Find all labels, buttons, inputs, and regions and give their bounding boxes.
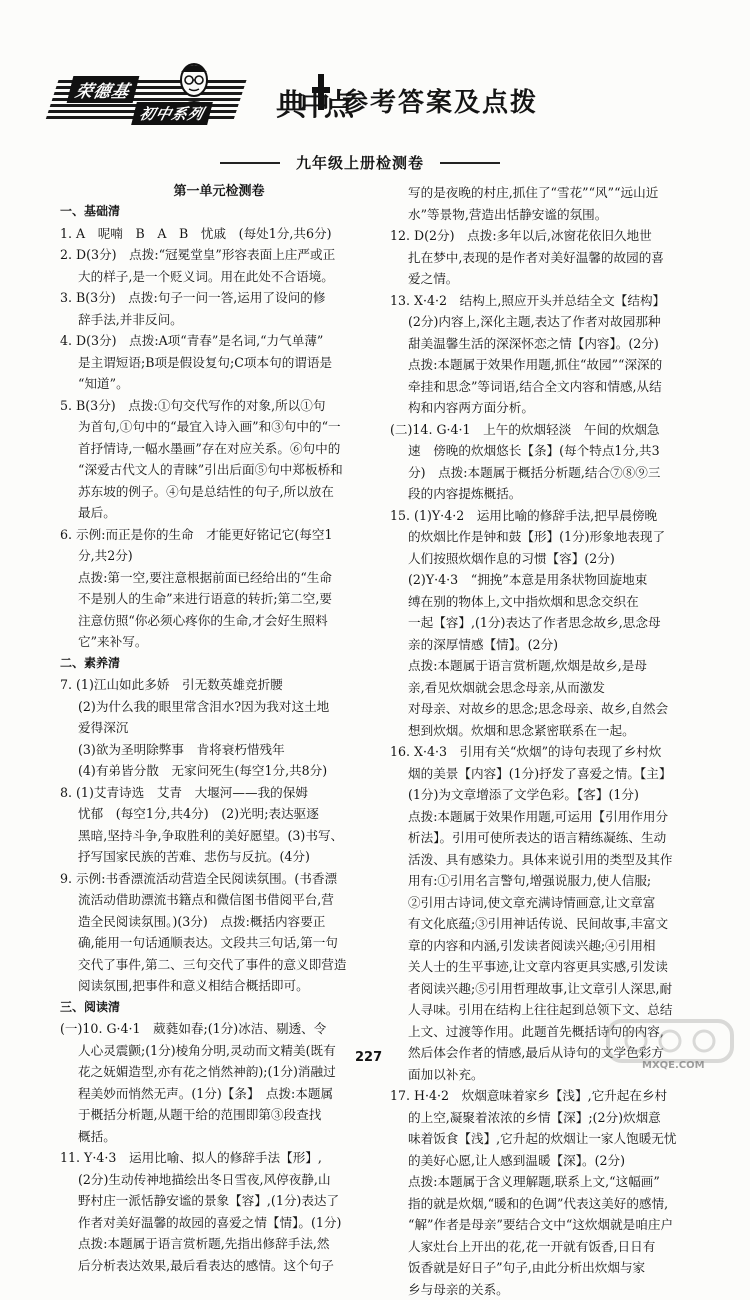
answer-line: 确,能用一句话通顺表达。文段共三句话,第一句 [60,932,378,954]
answer-line: 9. 示例:书香漂流活动营造全民阅读氛围。(书香漂 [60,868,378,890]
answer-line: 11. Y·4·3 运用比喻、拟人的修辞手法【形】, [60,1147,378,1169]
answer-line: (1分)为文章增添了文学色彩。【客】(1分) [390,784,708,806]
answer-line: 忧郁 (每空1分,共4分) (2)光明;表达驱逐 [60,803,378,825]
answer-line: 的炊烟比作是钟和鼓【形】(1分)形象地表现了 [390,526,708,548]
answer-line: 2. D(3分) 点拨:“冠冕堂皇”形容表面上庄严或正 [60,244,378,266]
logo-brand-text: 荣德基 [67,76,140,103]
answer-line: 花之妩媚造型,亦有花之悄然神韵);(1分)消融过 [60,1061,378,1083]
answer-line: (二)14. G·4·1 上午的炊烟轻淡 午间的炊烟急 [390,419,708,441]
answer-line: 上文、过渡等作用。此题首先概括诗句的内容, [390,1021,708,1043]
answer-line: 点拨:本题属于效果作用题,可运用【引用作用分 [390,806,708,828]
answer-line: 写的是夜晚的村庄,抓住了“雪花”“风”“远山近 [390,182,708,204]
answer-line: (2)为什么我的眼里常含泪水?因为我对这土地 [60,696,378,718]
answer-line: (一)10. G·4·1 葳蕤如春;(1分)冰洁、剔透、令 [60,1018,378,1040]
answer-line: 它”来补写。 [60,631,378,653]
answer-line: 17. H·4·2 炊烟意味着家乡【浅】,它升起在乡村 [390,1085,708,1107]
answer-line: 概括。 [60,1126,378,1148]
right-column [390,182,708,1300]
page-title: 参考答案及点拨 [342,82,538,119]
answer-line: 最后。 [60,502,378,524]
answer-line: 点拨:本题属于语言赏析题,炊烟是故乡,是母 [390,655,708,677]
answer-line: 分) 点拨:本题属于概括分析题,结合⑦⑧⑨三 [390,462,708,484]
answer-line: 面加以补充。 [390,1064,708,1086]
answer-line: 野村庄一派恬静安谧的景象【容】,(1分)表达了 [60,1190,378,1212]
answer-line: 13. X·4·2 结构上,照应开头并总结全文【结构】 [390,290,708,312]
answer-line: 味着饭食【浅】,它升起的炊烟让一家人饱暖无忧 [390,1128,708,1150]
answer-line: 作者对美好温馨的故园的喜爱之情【情】。(1分) [60,1212,378,1234]
answer-line: 乡与母亲的关系。 [390,1279,708,1300]
answer-line: 烟的美景【内容】(1分)抒发了喜爱之情。【主】 [390,763,708,785]
answer-line: 用有:①引用名言警句,增强说服力,使人信服; [390,870,708,892]
answer-line: 想到炊烟。炊烟和思念紧密联系在一起。 [390,720,708,742]
answer-line: (2)Y·4·3 “拥挽”本意是用条状物回旋地束 [390,569,708,591]
answer-line: 造全民阅读氛围。)(3分) 点拨:概括内容要正 [60,911,378,933]
answer-line: 后分析表达效果,最后看表达的感情。这个句子 [60,1255,378,1277]
author-portrait-icon [170,58,218,108]
answer-line: 缚在别的物体上,文中指炊烟和思念交织在 [390,591,708,613]
answer-line: (4)有弟皆分散 无家问死生(每空1分,共8分) [60,760,378,782]
answer-line: 关人士的生平事迹,让文章内容更具实感,引发读 [390,956,708,978]
answer-line: 人心灵震颤;(1分)棱角分明,灵动而文精美(既有 [60,1040,378,1062]
answer-line: 饭香就是好日子”句子,由此分析出炊烟与家 [390,1257,708,1279]
section-heading-line: 二、素养清 [60,653,378,675]
section-heading-line: 三、阅读清 [60,997,378,1019]
answer-line: 牵挂和思念”等词语,结合全文内容和情感,从结 [390,376,708,398]
answer-line: 速 傍晚的炊烟悠长【条】(每个特点1分,共3 [390,440,708,462]
answer-line: 流活动借助漂流书籍点和微信图书借阅平台,营 [60,889,378,911]
answer-line: 亲的深厚情感【情】。(2分) [390,634,708,656]
answer-line: 水”等景物,营造出恬静安谧的氛围。 [390,204,708,226]
answer-line: 于概括分析题,从题干给的范围即第③段查找 [60,1104,378,1126]
section-heading [220,152,500,174]
answer-line: 程美妙而悄然无声。(1分)【条】 点拨:本题属 [60,1083,378,1105]
answer-line: 有文化底蕴;③引用神话传说、民间故事,丰富文 [390,913,708,935]
answer-line: 对母亲、对故乡的思念;思念母亲、故乡,自然会 [390,698,708,720]
answer-line: 1. A 呢喃 B A B 忧戚 (每处1分,共6分) [60,223,378,245]
answer-line: 人家灶台上开出的花,花一开就有饭香,日日有 [390,1236,708,1258]
answer-line: “深爱古代文人的青睐”引出后面⑤句中郑板桥和 [60,459,378,481]
answer-line: 章的内容和内涵,引发读者阅读兴趣;④引用相 [390,935,708,957]
answer-line: “知道”。 [60,373,378,395]
answer-line: 扎在梦中,表现的是作者对美好温馨的故园的喜 [390,247,708,269]
answer-line: 分,共2分) [60,545,378,567]
answer-line: 6. 示例:而正是你的生命 才能更好铭记它(每空1 [60,524,378,546]
answer-line: 交代了事件,第二、三句交代了事件的意义即营造 [60,954,378,976]
series-logo [52,58,240,128]
unit-title: 第一单元检测卷 [60,180,378,199]
answer-line: 16. X·4·3 引用有关“炊烟”的诗句表现了乡村炊 [390,741,708,763]
brand-mark: 典中点 [276,80,348,124]
answer-line: 的上空,凝聚着浓浓的乡情【深】;(2分)炊烟意 [390,1107,708,1129]
watermark-text: MXQE.COM [642,1060,705,1071]
answer-line: 点拨:本题属于含义理解题,联系上文,“这幅画” [390,1171,708,1193]
answer-line: 点拨:第一空,要注意根据前面已经给出的“生命 [60,567,378,589]
answer-line: 15. (1)Y·4·2 运用比喻的修辞手法,把早晨傍晚 [390,505,708,527]
answer-line: 爱得深沉 [60,717,378,739]
answer-line: (3)欲为圣明除弊事 肯将衰朽惜残年 [60,739,378,761]
answer-line: 不是别人的生命”来进行语意的转折;第二空,要 [60,588,378,610]
answer-line: 人寻味。引用在结构上往往起到总领下文、总结 [390,999,708,1021]
answer-line: “解”作者是母亲”要结合文中“这炊烟就是咱庄户 [390,1214,708,1236]
answer-line: 析法】。引用可使所表达的语言精练凝练、生动 [390,827,708,849]
answer-line: (2分)内容上,深化主题,表达了作者对故园那种 [390,311,708,333]
answer-line: 3. B(3分) 点拨:句子一问一答,运用了设问的修 [60,287,378,309]
answer-line: 黑暗,坚持斗争,争取胜利的美好愿望。(3)书写、 [60,825,378,847]
answer-line: 者阅读兴趣;⑤引用哲理故事,让文章引人深思,耐 [390,978,708,1000]
page-number: 227 [355,1050,382,1065]
answer-line: 段的内容提炼概括。 [390,483,708,505]
answer-line: 大的样子,是一个贬义词。用在此处不合语境。 [60,266,378,288]
answer-line: (2分)生动传神地描绘出冬日雪夜,风停夜静,山 [60,1169,378,1191]
answer-line: 活泼、具有感染力。具体来说引用的类型及其作 [390,849,708,871]
answer-line: 12. D(2分) 点拨:多年以后,冰窗花依旧久地世 [390,225,708,247]
answer-line: 首抒情诗,一幅水墨画”存在对应关系。⑥句中的 [60,438,378,460]
answer-line: 亲,看见炊烟就会思念母亲,从而激发 [390,677,708,699]
answer-line: 抒写国家民族的苦难、悲伤与反抗。(4分) [60,846,378,868]
answer-line: 5. B(3分) 点拨:①句交代写作的对象,所以①句 [60,395,378,417]
answer-line: 爱之情。 [390,268,708,290]
answer-line: 苏东坡的例子。④句是总结性的句子,所以放在 [60,481,378,503]
answer-line: 的美好心愿,让人感到温暖【深】。(2分) [390,1150,708,1172]
answer-line: 构和内容两方面分析。 [390,397,708,419]
answer-line: 甜美温馨生活的深深怀恋之情【内容】。(2分) [390,333,708,355]
section-heading-line: 一、基础清 [60,201,378,223]
answer-line: 一起【容】,(1分)表达了作者思念故乡,思念母 [390,612,708,634]
left-column [60,180,378,1276]
answer-line: 4. D(3分) 点拨:A项“青春”是名词,“力气单薄” [60,330,378,352]
answer-line: 7. (1)江山如此多娇 引无数英雄竞折腰 [60,674,378,696]
answer-line: 阅读氛围,把事件和意义相结合概括即可。 [60,975,378,997]
section-title: 九年级上册检测卷 [220,152,500,173]
answer-line: 是主谓短语;B项是假设复句;C项本句的谓语是 [60,352,378,374]
answer-line: 注意仿照“你必须心疼你的生命,才会好生照料 [60,610,378,632]
answer-line: 指的就是炊烟,“暖和的色调”代表这美好的感情, [390,1193,708,1215]
answer-line: ②引用古诗词,使文章充满诗情画意,让文章富 [390,892,708,914]
answer-line: 人们按照炊烟作息的习惯【容】(2分) [390,548,708,570]
answer-line: 点拨:本题属于效果作用题,抓住“故园”“深深的 [390,354,708,376]
logo-series-text: 初中系列 [131,102,213,125]
answer-line: 然后体会作者的情感,最后从诗句的文学色彩方 [390,1042,708,1064]
answer-line: 8. (1)艾青诗选 艾青 大堰河——我的保姆 [60,782,378,804]
answer-line: 为首句,①句中的“最宜入诗入画”和③句中的“一 [60,416,378,438]
answer-line: 点拨:本题属于语言赏析题,先指出修辞手法,然 [60,1233,378,1255]
answer-line: 辞手法,并非反问。 [60,309,378,331]
page-header [0,0,750,150]
